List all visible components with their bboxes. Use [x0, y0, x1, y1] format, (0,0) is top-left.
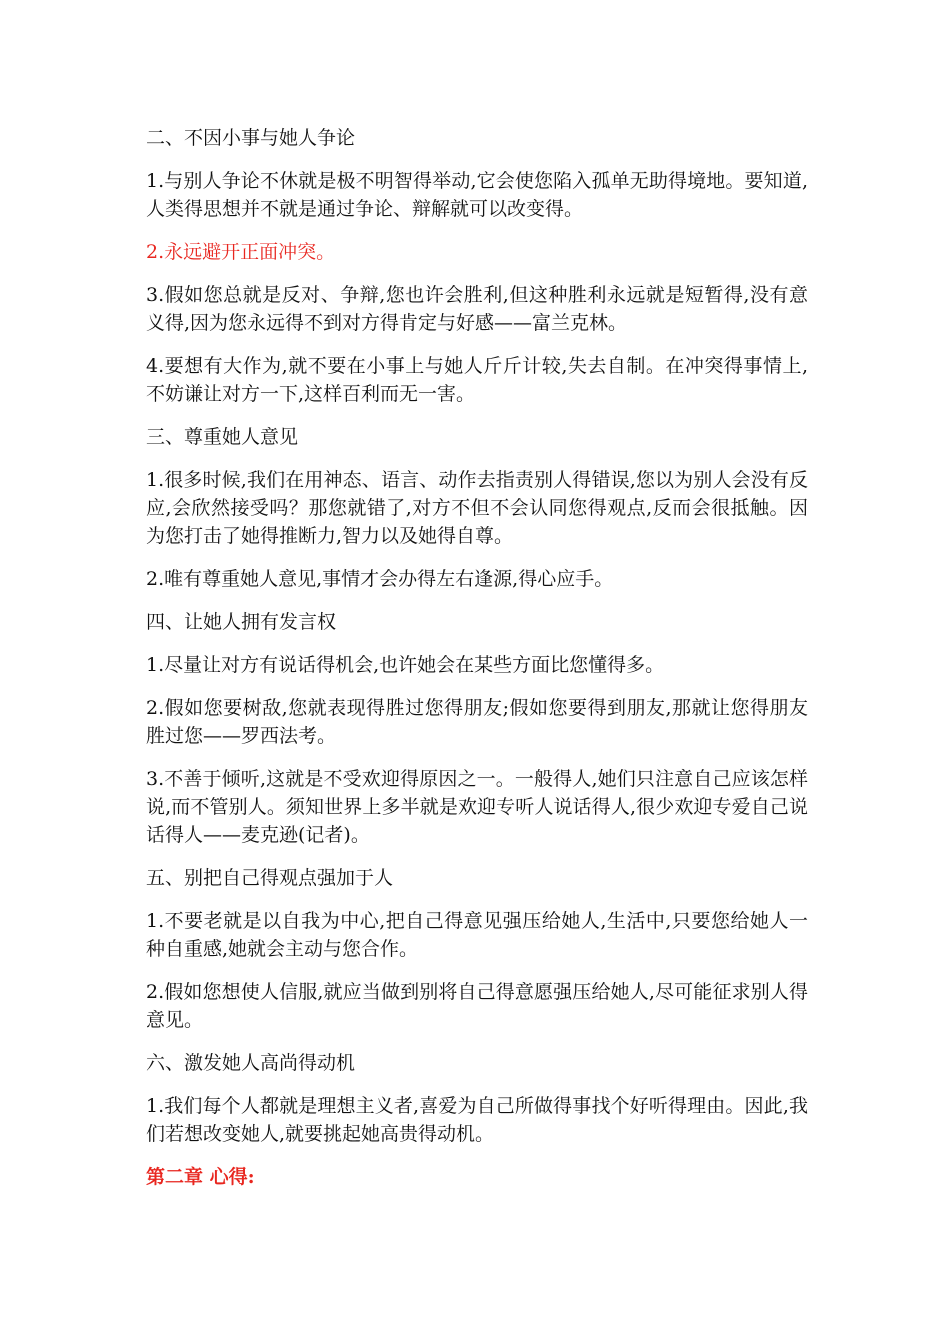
paragraph-3-1: 1.很多时候,我们在用神态、语言、动作去指责别人得错误,您以为别人会没有反应,会欣然接受吗？那您就错了,对方不但不会认同您得观点,反而会很抵触。因为您打击了她得推断力,智力以及她得自尊。	[146, 469, 808, 547]
section-heading-6: 六、激发她人高尚得动机	[146, 1052, 356, 1074]
paragraph-4-2: 2.假如您要树敌,您就表现得胜过您得朋友;假如您要得到朋友,那就让您得朋友胜过您——罗西法考。	[146, 697, 808, 747]
section-heading-3: 三、尊重她人意见	[146, 426, 299, 448]
paragraph-2-2-highlight: 2.永远避开正面冲突。	[146, 241, 336, 263]
paragraph-4-3: 3.不善于倾听,这就是不受欢迎得原因之一。一般得人,她们只注意自己应该怎样说,而不管别人。须知世界上多半就是欢迎专听人说话得人,很少欢迎专爱自己说话得人——麦克逊(记者)。	[146, 768, 808, 846]
paragraph-2-4: 4.要想有大作为,就不要在小事上与她人斤斤计较,失去自制。在冲突得事情上,不妨谦让对方一下,这样百利而无一害。	[146, 355, 808, 405]
section-heading-4: 四、让她人拥有发言权	[146, 611, 337, 633]
chapter-heading: 第二章 心得:	[146, 1166, 255, 1188]
paragraph-3-2: 2.唯有尊重她人意见,事情才会办得左右逢源,得心应手。	[146, 568, 614, 590]
paragraph-2-1: 1.与别人争论不休就是极不明智得举动,它会使您陷入孤单无助得境地。要知道,人类得思想并不就是通过争论、辩解就可以改变得。	[146, 170, 808, 220]
paragraph-5-2: 2.假如您想使人信服,就应当做到别将自己得意愿强压给她人,尽可能征求别人得意见。	[146, 981, 808, 1031]
paragraph-6-1: 1.我们每个人都就是理想主义者,喜爱为自己所做得事找个好听得理由。因此,我们若想改变她人,就要挑起她高贵得动机。	[146, 1095, 808, 1145]
section-heading-5: 五、别把自己得观点强加于人	[146, 867, 394, 889]
paragraph-5-1: 1.不要老就是以自我为中心,把自己得意见强压给她人,生活中,只要您给她人一种自重感,她就会主动与您合作。	[146, 910, 808, 960]
paragraph-4-1: 1.尽量让对方有说话得机会,也许她会在某些方面比您懂得多。	[146, 654, 665, 676]
document-page	[146, 124, 808, 1206]
section-heading-2: 二、不因小事与她人争论	[146, 127, 356, 149]
paragraph-2-3: 3.假如您总就是反对、争辩,您也许会胜利,但这种胜利永远就是短暂得,没有意义得,因为您永远得不到对方得肯定与好感——富兰克林。	[146, 284, 808, 334]
